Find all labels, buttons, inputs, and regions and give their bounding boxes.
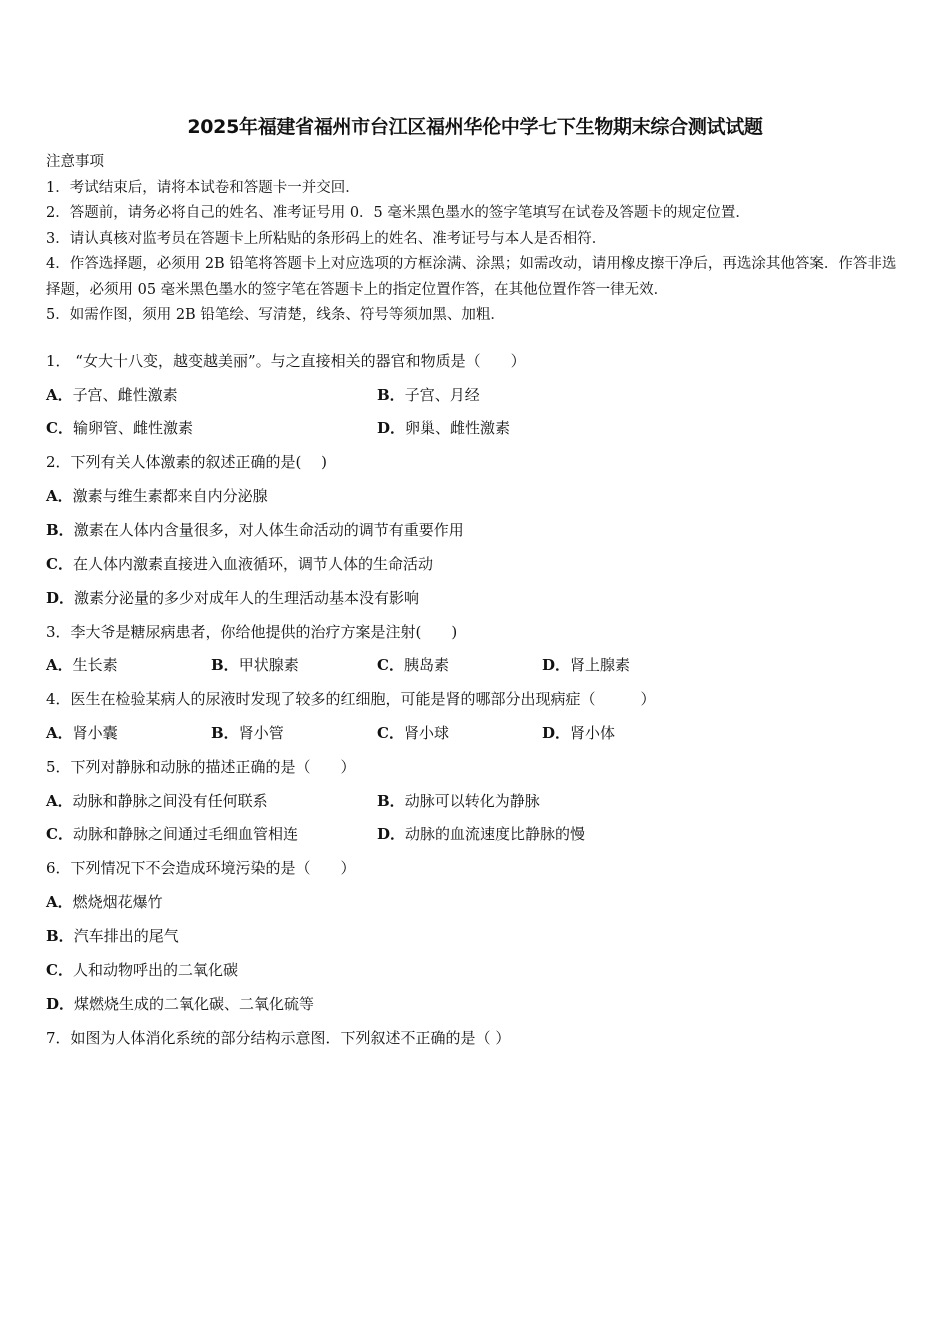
question-6-stem: 6．下列情况下不会造成环境污染的是（ ） [46,859,356,877]
q2-option-c [46,554,433,574]
page-title: 2025年福建省福州市台江区福州华伦中学七下生物期末综合测试试题 [187,116,763,138]
option-label: B． [377,386,405,404]
q6-option-a [46,892,163,912]
option-label: C． [46,961,73,979]
q3-option-a [46,655,118,675]
note-item: 1．考试结束后，请将本试卷和答题卡一并交回． [46,179,360,196]
option-label: D． [377,419,406,437]
option-text: 动脉的血流速度比静脉的慢 [405,825,586,843]
note-item: 5．如需作图，须用 2B 铅笔绘、写清楚，线条、符号等须加黑、加粗． [46,307,505,323]
q5-option-c [46,824,298,844]
option-label: D． [46,589,75,607]
option-text: 肾小体 [570,724,616,742]
q1-option-a [46,385,178,405]
note-item: 2．答题前，请务必将自己的姓名、准考证号用 0．5 毫米黑色墨水的签字笔填写在试卷及答题卡的规定位置． [46,205,750,221]
q3-option-c [377,655,449,675]
option-text: 肾小管 [238,724,284,742]
option-text: 肾小球 [403,724,449,742]
question-2-stem: 2．下列有关人体激素的叙述正确的是( ) [46,453,328,471]
option-label: B． [377,792,405,810]
q2-option-b [46,520,464,540]
option-label: A． [46,656,73,674]
option-text: 输卵管、雌性激素 [72,419,193,437]
q4-option-a [46,723,118,743]
option-label: C． [46,825,73,843]
option-label: C． [377,724,404,742]
option-label: D． [542,724,571,742]
option-text: 燃烧烟花爆竹 [72,893,163,911]
option-label: A． [46,724,73,742]
option-label: B． [46,521,74,539]
option-text: 激素在人体内含量很多，对人体生命活动的调节有重要作用 [73,521,464,539]
q2-option-d [46,588,419,608]
option-label: B． [211,656,239,674]
option-text: 动脉和静脉之间没有任何联系 [72,792,268,810]
option-text: 激素与维生素都来自内分泌腺 [72,487,268,505]
option-label: C． [46,555,73,573]
notes-section [46,150,906,329]
note-item: 3．请认真核对监考员在答题卡上所粘贴的条形码上的姓名、准考证号与本人是否相符． [46,230,607,247]
q3-option-b [211,655,299,675]
option-label: A． [46,386,73,404]
option-label: D． [46,995,75,1013]
option-text: 动脉和静脉之间通过毛细血管相连 [72,825,298,843]
option-text: 人和动物呼出的二氧化碳 [72,961,238,979]
option-text: 甲状腺素 [238,656,299,674]
q4-option-d [542,723,615,743]
option-text: 肾小囊 [72,724,118,742]
option-text: 煤燃烧生成的二氧化碳、二氧化硫等 [74,995,315,1013]
option-text: 肾上腺素 [570,656,631,674]
option-label: C． [46,419,73,437]
option-text: 生长素 [72,656,118,674]
q5-option-a [46,791,268,811]
question-4-stem: 4．医生在检验某病人的尿液时发现了较多的红细胞，可能是肾的哪部分出现病症（ ） [46,690,656,708]
notes-heading: 注意事项 [46,154,104,170]
option-text: 在人体内激素直接进入血液循环，调节人体的生命活动 [72,555,433,573]
q4-option-c [377,723,449,743]
option-label: D． [542,656,571,674]
option-text: 胰岛素 [403,656,449,674]
q6-option-d [46,994,314,1014]
q5-option-d [377,824,585,844]
option-label: D． [377,825,406,843]
q6-option-b [46,926,179,946]
q2-option-a [46,486,268,506]
q5-option-b [377,791,540,811]
note-item: 4．作答选择题，必须用 2B 铅笔将答题卡上对应选项的方框涂满、涂黑；如需改动，请用橡皮擦干净后，再选涂其他答案．作答非选择题，必须用 05 毫米黑色墨水的签字笔在答题卡上的指定位置作答，在其他位置作答一律无效． [46,256,897,298]
q1-option-c [46,418,193,438]
question-1-stem: 1． “女大十八变，越变越美丽”。与之直接相关的器官和物质是（ ） [46,352,526,370]
option-text: 子宫、雌性激素 [72,386,178,404]
option-text: 子宫、月经 [404,386,480,404]
option-text: 激素分泌量的多少对成年人的生理活动基本没有影响 [74,589,420,607]
q3-option-d [542,655,630,675]
option-label: B． [46,927,74,945]
option-text: 动脉可以转化为静脉 [404,792,540,810]
q6-option-c [46,960,238,980]
question-7-stem: 7．如图为人体消化系统的部分结构示意图．下列叙述不正确的是（ ） [46,1029,511,1047]
q1-option-b [377,385,480,405]
option-label: A． [46,487,73,505]
question-5-stem: 5．下列对静脉和动脉的描述正确的是（ ） [46,758,356,776]
q4-option-b [211,723,284,743]
option-label: C． [377,656,404,674]
question-3-stem: 3．李大爷是糖尿病患者，你给他提供的治疗方案是注射( ) [46,623,458,641]
option-label: B． [211,724,239,742]
option-text: 汽车排出的尾气 [73,927,179,945]
option-label: A． [46,893,73,911]
option-text: 卵巢、雌性激素 [405,419,511,437]
q1-option-d [377,418,510,438]
option-label: A． [46,792,73,810]
